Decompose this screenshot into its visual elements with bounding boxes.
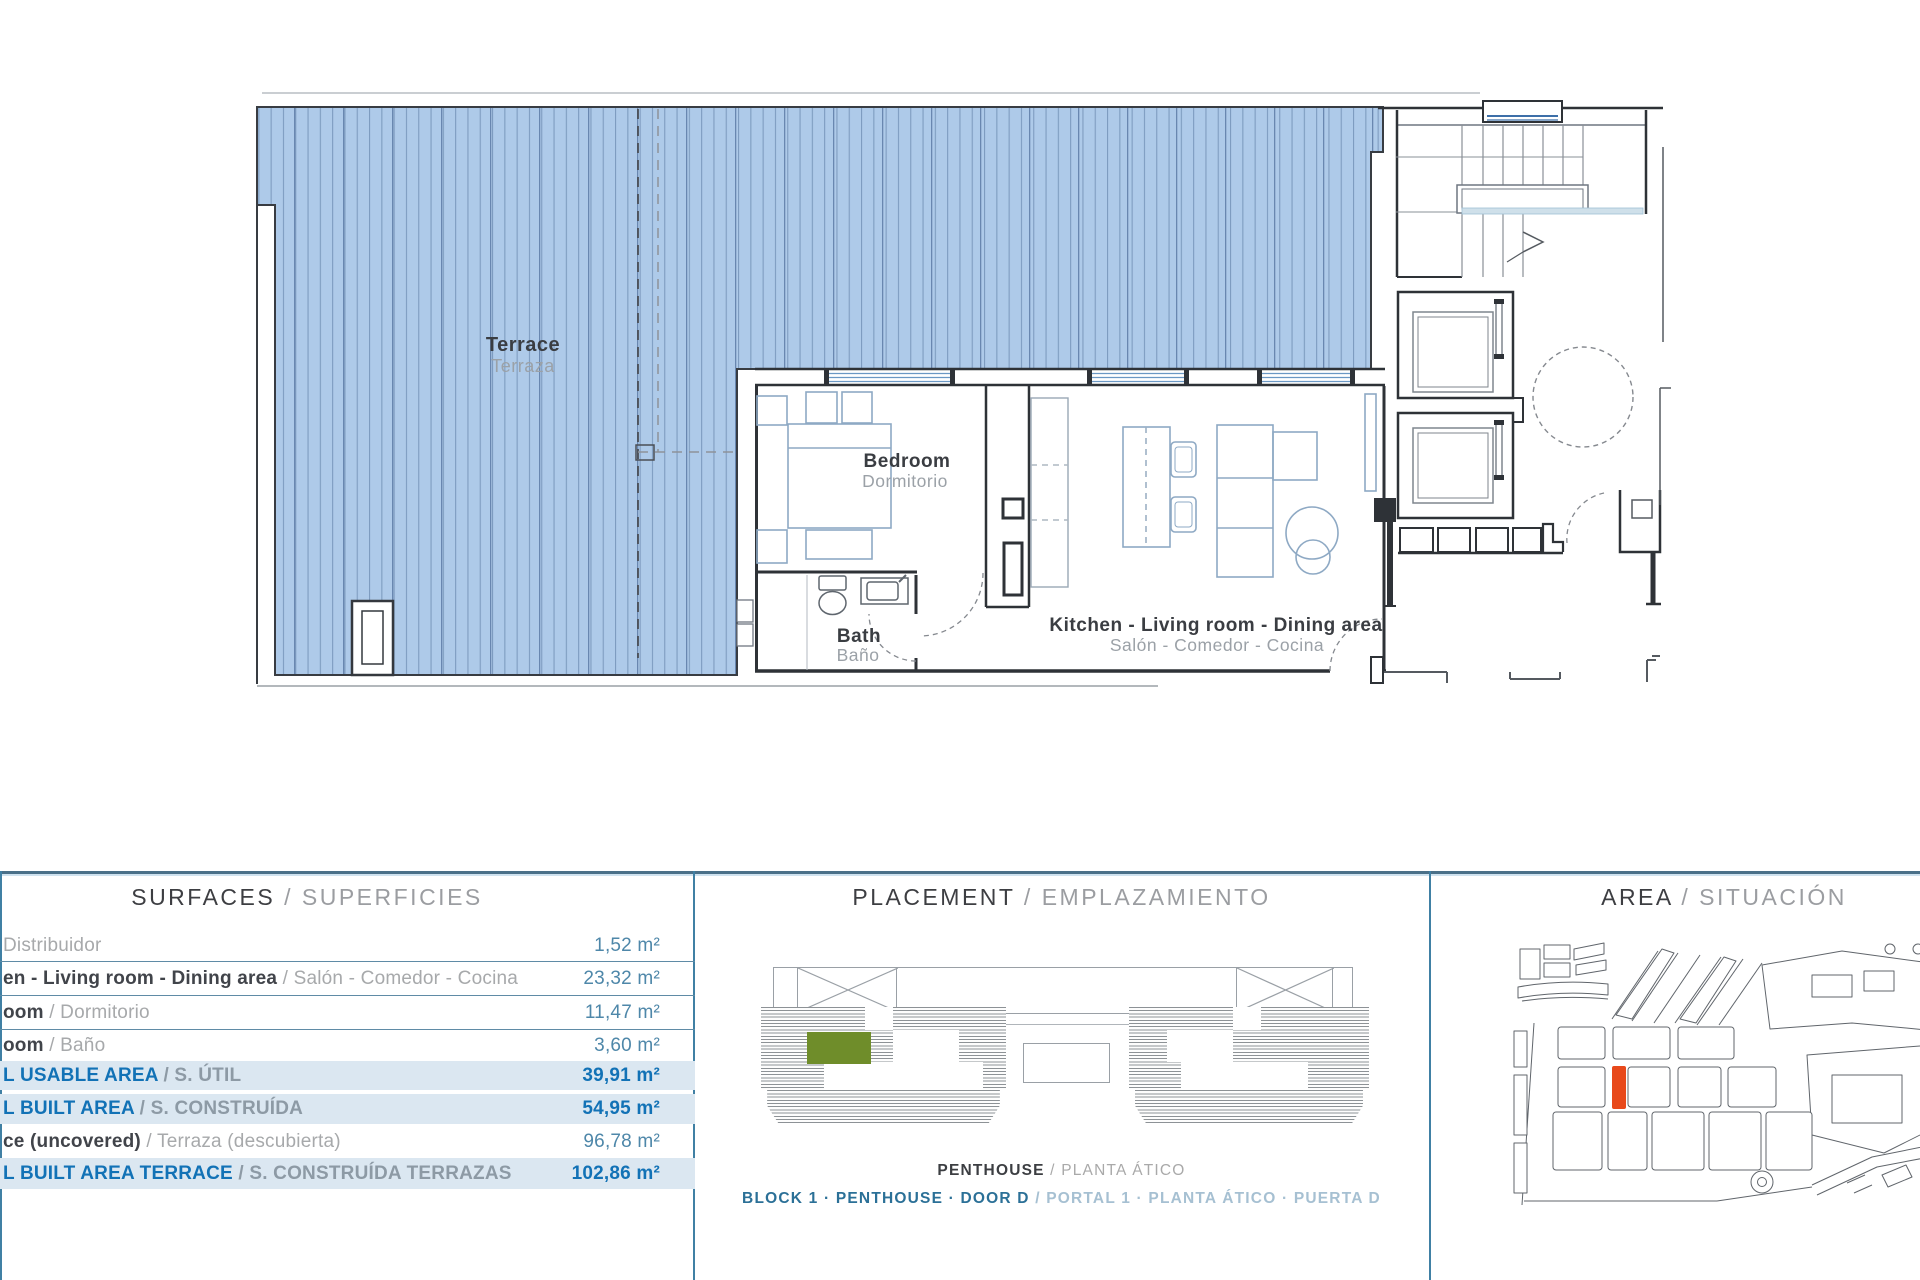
placement-unit-line: BLOCK 1 · PENTHOUSE · DOOR D / PORTAL 1 · PLANTA ÁTICO · PUERTA D (742, 1190, 1381, 1207)
surface-row-total-built: L BUILT AREA / S. CONSTRUÍDA 54,95 m² (0, 1094, 695, 1124)
block1-courtyard (865, 1007, 893, 1030)
stair-core (1371, 101, 1671, 683)
surface-value: 3,60 m² (594, 1034, 660, 1056)
block2-lower-area (1181, 1062, 1308, 1090)
kitchen-label: Kitchen - Living room - Dining area (1049, 615, 1383, 636)
site-marker (1612, 1066, 1626, 1109)
building-elevation-bar (773, 967, 1353, 1014)
terrace-label: Terrace (485, 334, 561, 356)
surface-row-bedroom: oom / Dormitorio 11,47 m² (0, 997, 695, 1030)
panel-divider-2 (1429, 871, 1431, 1280)
window-wall (755, 369, 1385, 385)
surface-row-total-usable: L USABLE AREA / S. ÚTIL 39,91 m² (0, 1061, 695, 1090)
surface-row-bath: oom / Baño 3,60 m² (3, 1034, 660, 1056)
bath-label-es: Baño (836, 645, 880, 665)
terrace-chimney (352, 601, 393, 675)
block1-unit-area (893, 1030, 959, 1062)
bath-label: Bath (836, 626, 882, 647)
section-divider-top (0, 871, 1920, 876)
bath-fixtures (737, 575, 908, 670)
kitchen-label-es: Salón - Comedor - Cocina (1109, 635, 1325, 655)
surface-value: 39,91 m² (582, 1064, 660, 1086)
location-map (1512, 935, 1920, 1212)
surface-value: 23,32 m² (583, 968, 660, 989)
bedroom-label: Bedroom (863, 451, 951, 472)
surface-row-terrace-uncovered: ce (uncovered) / Terraza (descubierta) 96,78 m² (3, 1131, 660, 1152)
surface-row-total-built-terrace: L BUILT AREA TERRACE / S. CONSTRUÍDA TERRAZAS 102,86 m² (0, 1158, 695, 1189)
placement-header: PLACEMENT / EMPLAZAMIENTO (852, 884, 1271, 910)
block1-lower-area (824, 1062, 983, 1090)
block2-unit-area (1167, 1030, 1233, 1062)
surface-value: 11,47 m² (584, 1002, 660, 1023)
surface-value: 1,52 m² (594, 934, 660, 956)
block2-courtyard (1233, 1007, 1261, 1030)
bedroom-label-es: Dormitorio (862, 471, 948, 491)
surface-value: 96,78 m² (583, 1131, 660, 1152)
surfaces-header: SURFACES / SUPERFICIES (131, 884, 483, 910)
terrace-label-es: Terraza (491, 356, 555, 376)
kitchen-living-furniture (1031, 394, 1376, 587)
surface-row-hall: Distribuidor 1,52 m² (0, 930, 695, 962)
surface-value: 102,86 m² (571, 1162, 660, 1184)
placement-caption: PENTHOUSE / PLANTA ÁTICO (937, 1162, 1186, 1179)
surface-row-kitchen: en - Living room - Dining area / Salón - Comedor - Cocina 23,32 m² (0, 963, 695, 996)
central-courtyard (1023, 1043, 1110, 1083)
selected-unit-marker (807, 1032, 871, 1064)
area-header: AREA / SITUACIÓN (1601, 884, 1847, 910)
surface-value: 54,95 m² (582, 1098, 660, 1119)
